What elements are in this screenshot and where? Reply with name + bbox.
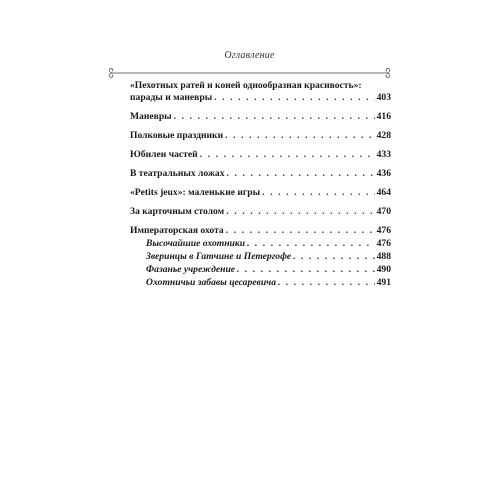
toc-page-number: 476 [376,224,391,236]
table-of-contents [130,80,391,288]
toc-subentry [130,251,391,263]
toc-entry-label: парады и маневры [130,91,213,103]
toc-page-number: 403 [376,91,391,103]
toc-page-number: 488 [376,250,391,262]
toc-entry [130,206,391,218]
toc-leader-dots [227,168,375,180]
toc-entry-line2 [130,92,391,104]
ornamental-rule [108,67,391,79]
toc-page-number: 491 [376,276,391,288]
toc-subentry-label: Высочайшие охотники [146,237,246,249]
toc-page-number: 428 [376,129,391,141]
toc-page-number: 476 [376,237,391,249]
toc-leader-dots [225,130,375,142]
toc-leader-dots [278,277,375,289]
running-header [108,50,391,78]
toc-entry [130,130,391,142]
toc-leader-dots [262,187,375,199]
toc-entry [130,187,391,199]
toc-leader-dots [214,92,374,104]
toc-entry [130,225,391,237]
toc-entry-label: «Petits jeux»: маленькие игры [130,186,261,198]
toc-entry-label: Юбилеи частей [130,148,198,160]
toc-page-number: 490 [376,263,391,275]
toc-leader-dots [226,206,374,218]
toc-leader-dots [293,251,374,263]
toc-subentry-label: Зверинцы в Гатчине и Петергофе [146,250,292,262]
toc-entry-label: Императорская охота [130,224,224,236]
toc-leader-dots [237,264,375,276]
toc-entry-label: За карточным столом [130,205,225,217]
toc-leader-dots [226,225,375,237]
toc-subentry [130,264,391,276]
toc-entry-label: В театральных ложах [130,167,225,179]
toc-entry-label-line1: «Пехотных ратей и коней однообразная красивость»: [130,80,362,91]
toc-entry-label: Полковые праздники [130,129,224,141]
toc-page-number: 470 [376,205,391,217]
toc-entry-parades [130,80,391,103]
toc-entry-label: Маневры [130,110,172,122]
toc-entry [130,149,391,161]
toc-page-number: 436 [376,167,391,179]
toc-page-number: 416 [376,110,391,122]
toc-leader-dots [200,149,375,161]
toc-page-number: 433 [376,148,391,160]
toc-subentry-label: Фазанье учреждение [146,263,236,275]
toc-subentry [130,238,391,250]
toc-subentry [130,277,391,289]
toc-entry [130,168,391,180]
toc-leader-dots [174,111,375,123]
toc-leader-dots [247,238,375,250]
toc-page-number: 464 [376,186,391,198]
toc-entry [130,111,391,123]
toc-subentry-label: Охотничьи забавы цесаревича [146,276,276,288]
running-header-title: Оглавление [224,50,275,61]
